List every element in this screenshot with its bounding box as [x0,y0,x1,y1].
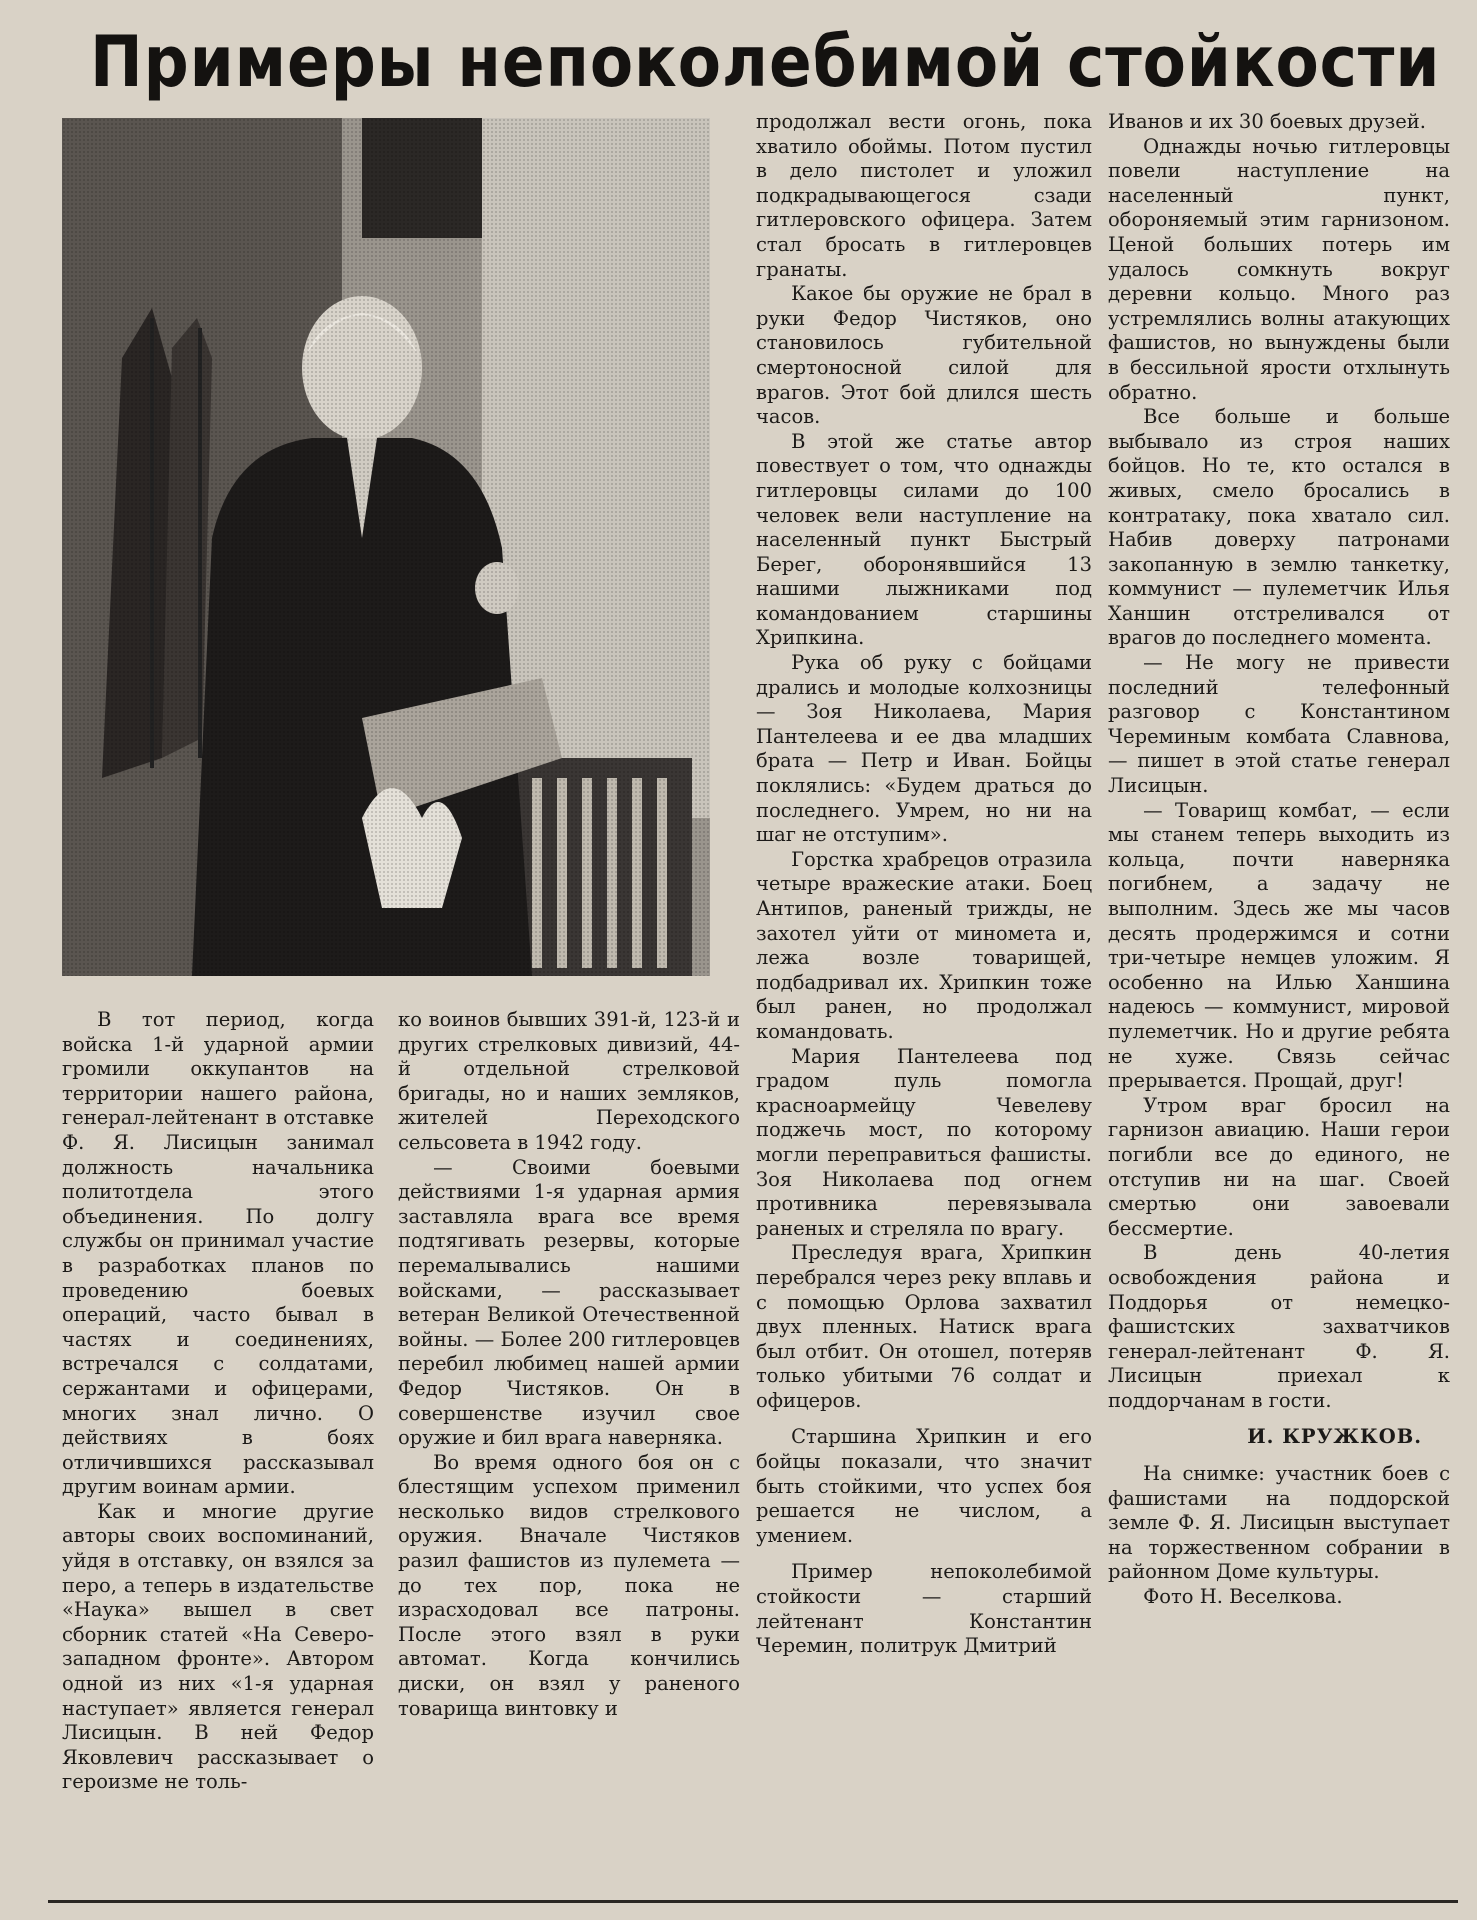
paragraph: Пример непоколебимой стойкости — старший лейтенант Константин Черемин, политрук Дмитрий [756,1560,1092,1658]
paragraph: Горстка храбрецов отразила четыре вражеские атаки. Боец Антипов, раненый трижды, не захотел уйти от миномета и, лежа возле товарищей, подбадривал их. Хрипкин тоже был ранен, но продолжал командовать. [756,847,1092,1043]
paragraph: — Товарищ комбат, — если мы станем теперь выходить из кольца, почти наверняка погибнем, а задачу не выполним. Здесь же мы часов десять продержимся и сотни три-четыре немцев уложим. Я особенно на Илью Ханшина надеюсь — коммунист, мировой пулеметчик. Но и другие ребята не хуже. Связь сейчас прерывается. Прощай, друг! [1108,798,1450,1093]
paragraph: — Своими боевыми действиями 1-я ударная армия заставляла врага все время подтягивать резервы, которые перемалывались нашими войсками, — рассказывает ветеран Великой Отечественной войны. — Более 200 гитлеровцев перебил любимец нашей армии Федор Чистяков. Он в совершенстве изучил свое оружие и бил врага наверняка. [398,1155,740,1450]
photo-credit: Фото Н. Веселкова. [1143,1585,1343,1609]
photo-caption: На снимке: участник боев с фашистами на поддорской земле Ф. Я. Лисицын выступает на торжественном собрании в районном Доме культуры. [1108,1462,1450,1584]
paragraph: Все больше и больше выбывало из строя наших бойцов. Но те, кто остался в живых, смело бросались в контратаку, пока хватало сил. Набив доверху патронами закопанную в землю танкетку, коммунист — пулеметчик Илья Ханшин отстреливался от врагов до последнего момента. [1108,405,1450,650]
paragraph: продолжал вести огонь, пока хватило обоймы. Потом пустил в дело пистолет и уложил подкрадывающегося сзади гитлеровского офицера. Затем стал бросать в гитлеровцев гранаты. [756,110,1092,281]
paragraph: Во время одного боя он с блестящим успехом применил несколько видов стрелкового оружия. Вначале Чистяков разил фашистов из пулемета — до тех пор, пока не израсходовал все патроны. После этого взял в руки автомат. Когда кончились диски, он взял у раненого товарища винтовку и [398,1450,740,1720]
paragraph: Старшина Хрипкин и его бойцы показали, что значит быть стойкими, что успех боя решается не числом, а умением. [756,1425,1092,1547]
article-column-3 [756,110,1092,1659]
paragraph: Какое бы оружие не брал в руки Федор Чистяков, оно становилось губительной смертоносной силой для врагов. Этот бой длился шесть часов. [756,282,1092,429]
article-column-2 [398,1008,740,1721]
paragraph: Иванов и их 30 боевых друзей. [1108,110,1426,133]
article-column-1 [62,1008,374,1795]
paragraph: Преследуя врага, Хрипкин перебрался через реку вплавь и с помощью Орлова захватил двух пленных. Натиск врага был отбит. Он отошел, потеряв только убитыми 76 солдат и офицеров. [756,1241,1092,1412]
portrait-photo-icon [62,118,710,976]
paragraph: Как и многие другие авторы своих воспоминаний, уйдя в отставку, он взялся за перо, а теперь в издательстве «Наука» вышел в свет сборник статей «На Северо-западном фронте». Автором одной из них «1-я ударная наступает» является генерал Лисицын. В ней Федор Яковлевич рассказывает о героизме не толь- [62,1499,374,1794]
paragraph: В тот период, когда войска 1-й ударной армии громили оккупантов на территории нашего района, генерал-лейтенант в отставке Ф. Я. Лисицын занимал должность начальника политотдела этого объединения. По долгу службы он принимал участие в разработках планов по проведению боевых операций, часто бывал в частях и соединениях, встречался с солдатами, сержантами и офицерами, многих знал лично. О действиях в боях отличившихся рассказывал другим воинам армии. [62,1008,374,1499]
paragraph: Мария Пантелеева под градом пуль помогла красноармейцу Чевелеву поджечь мост, по которому могли переправиться фашисты. Зоя Николаева под огнем противника перевязывала раненых и стреляла по врагу. [756,1044,1092,1240]
paragraph: ко воинов бывших 391-й, 123-й и других стрелковых дивизий, 44-й отдельной стрелковой бригады, но и наших земляков, жителей Переходского сельсовета в 1942 году. [398,1008,740,1154]
paragraph: В день 40-летия освобождения района и Поддорья от немецко-фашистских захватчиков генерал-лейтенант Ф. Я. Лисицын приехал к поддорчанам в гости. [1108,1241,1450,1412]
paragraph: Рука об руку с бойцами дрались и молодые колхозницы — Зоя Николаева, Мария Пантелеева и ее два младших брата — Петр и Иван. Бойцы поклялись: «Будем драться до последнего. Умрем, но ни на шаг не отступим». [756,651,1092,847]
paragraph: — Не могу не привести последний телефонный разговор с Константином Череминым комбата Славнова, — пишет в этой статье генерал Лисицын. [1108,651,1450,798]
paragraph: Утром враг бросил на гарнизон авиацию. Наши герои погибли все до единого, не отступив ни на шаг. Своей смертью они завоевали бессмертие. [1108,1093,1450,1240]
bottom-rule [48,1900,1458,1903]
paragraph: В этой же статье автор повествует о том, что однажды гитлеровцы силами до 100 человек вели наступление на населенный пункт Быстрый Берег, оборонявшийся 13 нашими лыжниками под командованием старшины Хрипкина. [756,429,1092,650]
paragraph: Однажды ночью гитлеровцы повели наступление на населенный пункт, обороняемый этим гарнизоном. Ценой больших потерь им удалось сомкнуть вокруг деревни кольцо. Много раз устремлялись волны атакующих фашистов, но вынуждены были в бессильной ярости отхлынуть обратно. [1108,134,1450,404]
article-headline: Примеры непоколебимой стойкости [90,21,1441,103]
article-column-4 [1108,110,1450,1610]
portrait-photo [62,118,710,976]
author-signature: И. КРУЖКОВ. [1247,1425,1422,1449]
